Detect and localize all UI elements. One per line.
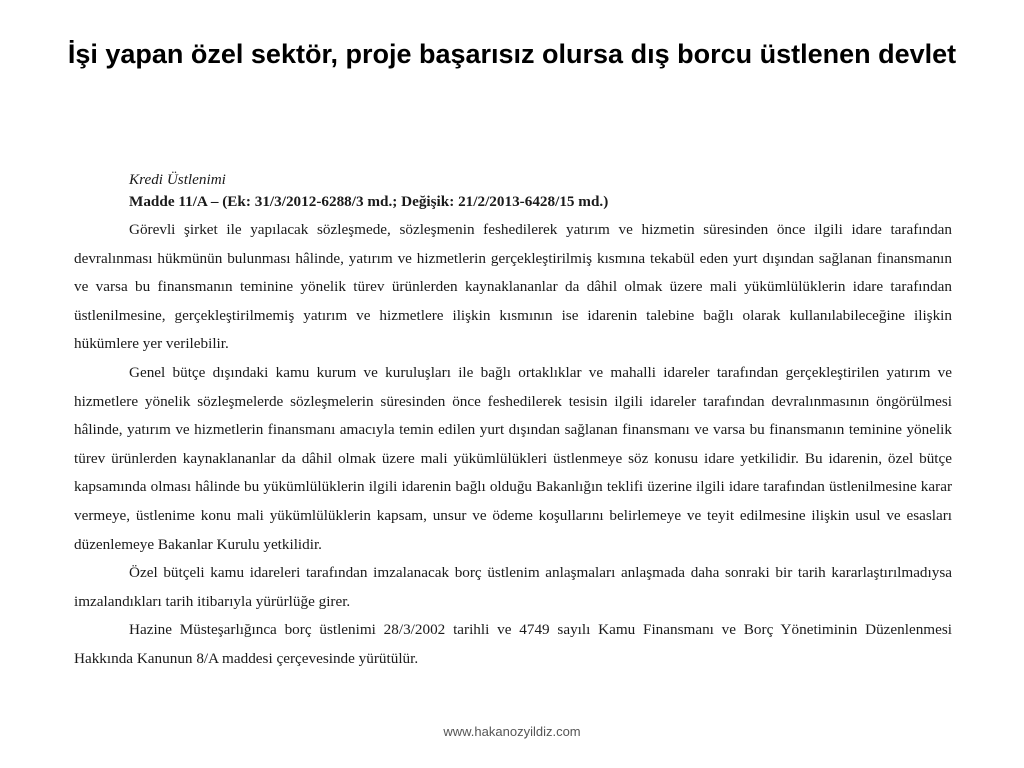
document-heading: Kredi Üstlenimi: [129, 171, 226, 188]
paragraph-4: Hazine Müsteşarlığınca borç üstlenimi 28/3/2002 tarihli ve 4749 sayılı Kamu Finansmanı ve Borç Yönetiminin Düzenlenmesi Hakkında Kanunun 8/A maddesi çerçevesinde yürütülür.: [74, 621, 952, 667]
paragraph-1: Görevli şirket ile yapılacak sözleşmede, sözleşmenin feshedilerek yatırım ve hizmetin süresinden önce ilgili idare tarafından devralınması hükmünün bulunması hâlinde, yatırım ve hizmetlerin gerçekleştirilmiş kısmına tekabül eden yurt dışından sağlanan finansmanın ve varsa bu finansmanın teminine yönelik türev ürünlerden kaynaklananlar da dâhil olmak üzere mali yükümlülüklerin idare tarafından üstlenilmesine, gerçekleştirilmemiş yatırım ve hizmetlere ilişkin kısmının ise idarenin talebine bağlı olarak kullanılabileceğine ilişkin hükümlere yer verilebilir.: [74, 221, 952, 353]
law-text-excerpt: [74, 166, 952, 674]
paragraph-2: Genel bütçe dışındaki kamu kurum ve kuruluşları ile bağlı ortaklıklar ve mahalli idareler tarafından gerçekleştirilen yatırım ve hizmetlere yönelik sözleşmelerde sözleşmelerin süresinden önce feshedilerek tesisin ilgili idareler tarafından devralınmasının öngörülmesi hâlinde, yatırım ve hizmetlerin finansmanı amacıyla temin edilen yurt dışından sağlanan finansmanı ve varsa bu finansmanın teminine yönelik türev ürünlerden kaynaklananlar da dâhil olmak üzere mali yükümlülükleri üstlenmeye söz konusu idare yetkilidir. Bu idarenin, özel bütçe kapsamında olması hâlinde bu yükümlülüklerin ilgili idarenin bağlı olduğu Bakanlığın teklifi üzerine ilgili idare tarafından üstlenilmesine karar vermeye, üstlenime konu mali yükümlülüklerin kapsam, unsur ve ödeme koşullarını belirlemeye ve teyit edilmesine ilişkin usul ve esasları düzenlemeye Bakanlar Kurulu yetkilidir.: [74, 363, 952, 553]
slide-title: İşi yapan özel sektör, proje başarısız olursa dış borcu üstlenen devlet: [67, 39, 957, 69]
article-heading: Madde 11/A – (Ek: 31/3/2012-6288/3 md.; Değişik: 21/2/2013-6428/15 md.): [129, 193, 609, 210]
footer-url: www.hakanozyildiz.com: [443, 724, 581, 739]
paragraph-3: Özel bütçeli kamu idareleri tarafından imzalanacak borç üstlenim anlaşmaları anlaşmada daha sonraki bir tarih kararlaştırılmadıysa imzalandıkları tarih itibarıyla yürürlüğe girer.: [74, 564, 952, 610]
